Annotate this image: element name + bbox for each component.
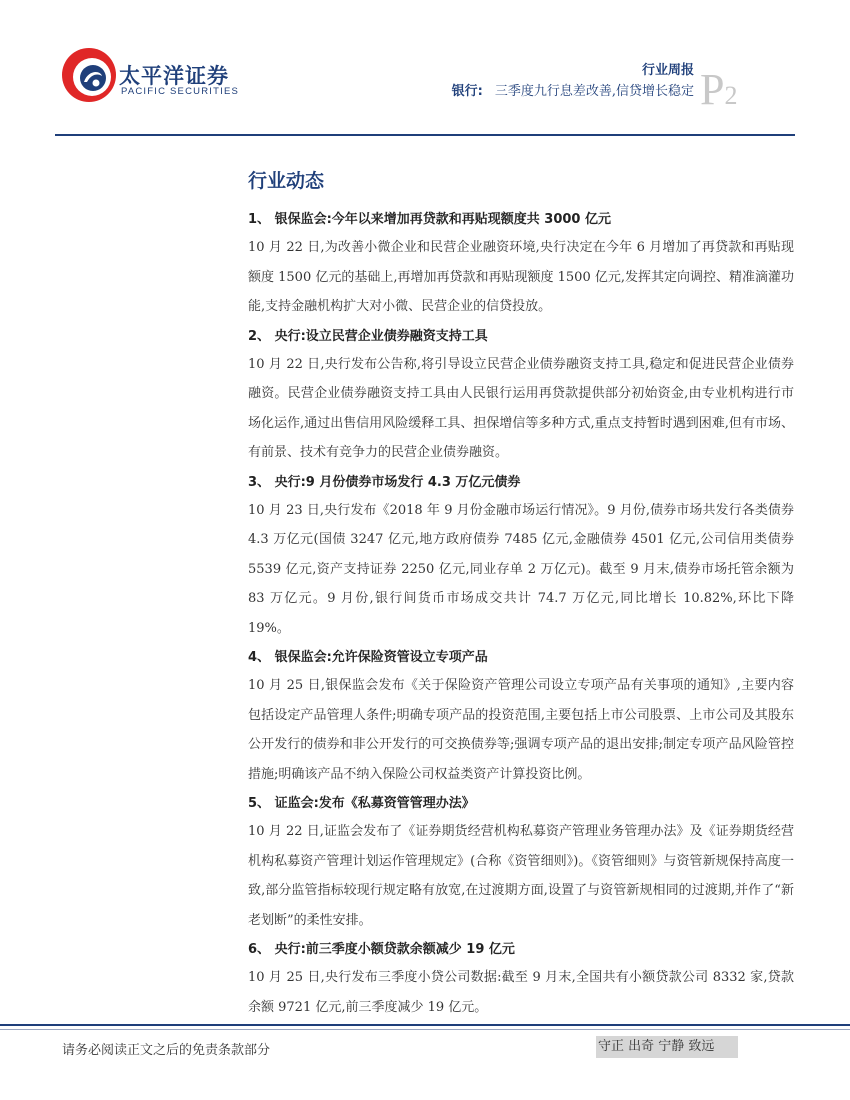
disclaimer-note: 请务必阅读正文之后的免责条款部分 (62, 1043, 271, 1058)
page-header (0, 0, 850, 140)
sector-label: 银行: (451, 84, 483, 99)
section-title: 行业动态 (248, 170, 325, 192)
report-type-label: 行业周报 (641, 63, 694, 78)
page-letter: P (700, 65, 725, 114)
main-content (248, 160, 794, 1022)
page-number (700, 65, 738, 118)
news-item-title: 1、 银保监会:今年以来增加再贷款和再贴现额度共 3000 亿元 (248, 212, 612, 227)
news-item-body: 10 月 25 日,银保监会发布《关于保险资产管理公司设立专项产品有关事项的通知》,主要内容包括设定产品管理人条件;明确专项产品的投资范围,主要包括上市公司股票、上市公司及其股东公开发行的债券和非公开发行的可交换债券等;强调专项产品的退出安排;制定专项产品风险管控措施;明确该产品不纳入保险公司权益类资产计算投资比例。 (248, 678, 794, 782)
news-item (248, 324, 794, 468)
news-item (248, 207, 794, 322)
news-item-title: 5、 证监会:发布《私募资管管理办法》 (248, 796, 475, 811)
news-item-title: 3、 央行:9 月份债券市场发行 4.3 万亿元债券 (248, 474, 521, 490)
news-item-body: 10 月 22 日,央行发布公告称,将引导设立民营企业债券融资支持工具,稳定和促进民营企业债券融资。民营企业债券融资支持工具由人民银行运用再贷款提供部分初始资金,由专业机构进行市场化运作,通过出售信用风险缓释工具、担保增信等多种方式,重点支持暂时遇到困难,但有市场、有前景、技术有竞争力的民营企业债券融资。 (248, 356, 794, 460)
page-number-value: 2 (724, 81, 738, 110)
company-motto: 守正 出奇 宁静 致远 (596, 1036, 738, 1058)
report-subtitle (452, 80, 694, 99)
news-item-title: 6、 央行:前三季度小额贷款余额减少 19 亿元 (248, 942, 515, 957)
news-item (248, 791, 794, 935)
pacific-securities-logo-icon (60, 46, 118, 104)
news-item (248, 937, 794, 1022)
news-item (248, 470, 794, 644)
news-item-title: 2、 央行:设立民营企业债券融资支持工具 (248, 328, 488, 344)
header-divider (55, 134, 795, 136)
footer-divider (0, 1024, 850, 1026)
footer-divider-thin (0, 1029, 850, 1030)
news-item-body: 10 月 25 日,央行发布三季度小贷公司数据:截至 9 月末,全国共有小额贷款公司 8332 家,贷款余额 9721 亿元,前三季度减少 19 亿元。 (248, 970, 794, 1015)
brand-name-cn: 太平洋证券 (119, 64, 229, 88)
news-item-body: 10 月 22 日,证监会发布了《证券期货经营机构私募资产管理业务管理办法》及《证券期货经营机构私募资产管理计划运作管理规定》(合称《资管细则》)。《资管细则》与资管新规保持高度一致,部分监管指标较现行规定略有放宽,在过渡期方面,设置了与资管新规相同的过渡期,并作了“新老划断”的柔性安排。 (248, 824, 794, 928)
news-item-body: 10 月 22 日,为改善小微企业和民营企业融资环境,央行决定在今年 6 月增加了再贷款和再贴现额度 1500 亿元的基础上,再增加再贷款和再贴现额度 1500 亿元,发挥其定向调控、精准滴灌功能,支持金融机构扩大对小微、民营企业的信贷投放。 (248, 240, 794, 314)
news-item (248, 645, 794, 789)
news-item-body: 10 月 23 日,央行发布《2018 年 9 月份金融市场运行情况》。9 月份,债券市场共发行各类债券 4.3 万亿元(国债 3247 亿元,地方政府债券 7485 亿元,金融债券 4501 亿元,公司信用类债券 5539 亿元,资产支持证券 2250 亿元,同业存单 2 万亿元)。截至 9 月末,债券市场托管余额为 83 万亿元。9 月份,银行间货币市场成交共计 74.7 万亿元,同比增长 10.82%,环比下降 19%。 (248, 502, 794, 636)
report-headline: 三季度九行息差改善,信贷增长稳定 (494, 84, 694, 99)
brand-name-en: PACIFIC SECURITIES (121, 86, 240, 97)
news-item-title: 4、 银保监会:允许保险资管设立专项产品 (248, 650, 488, 665)
